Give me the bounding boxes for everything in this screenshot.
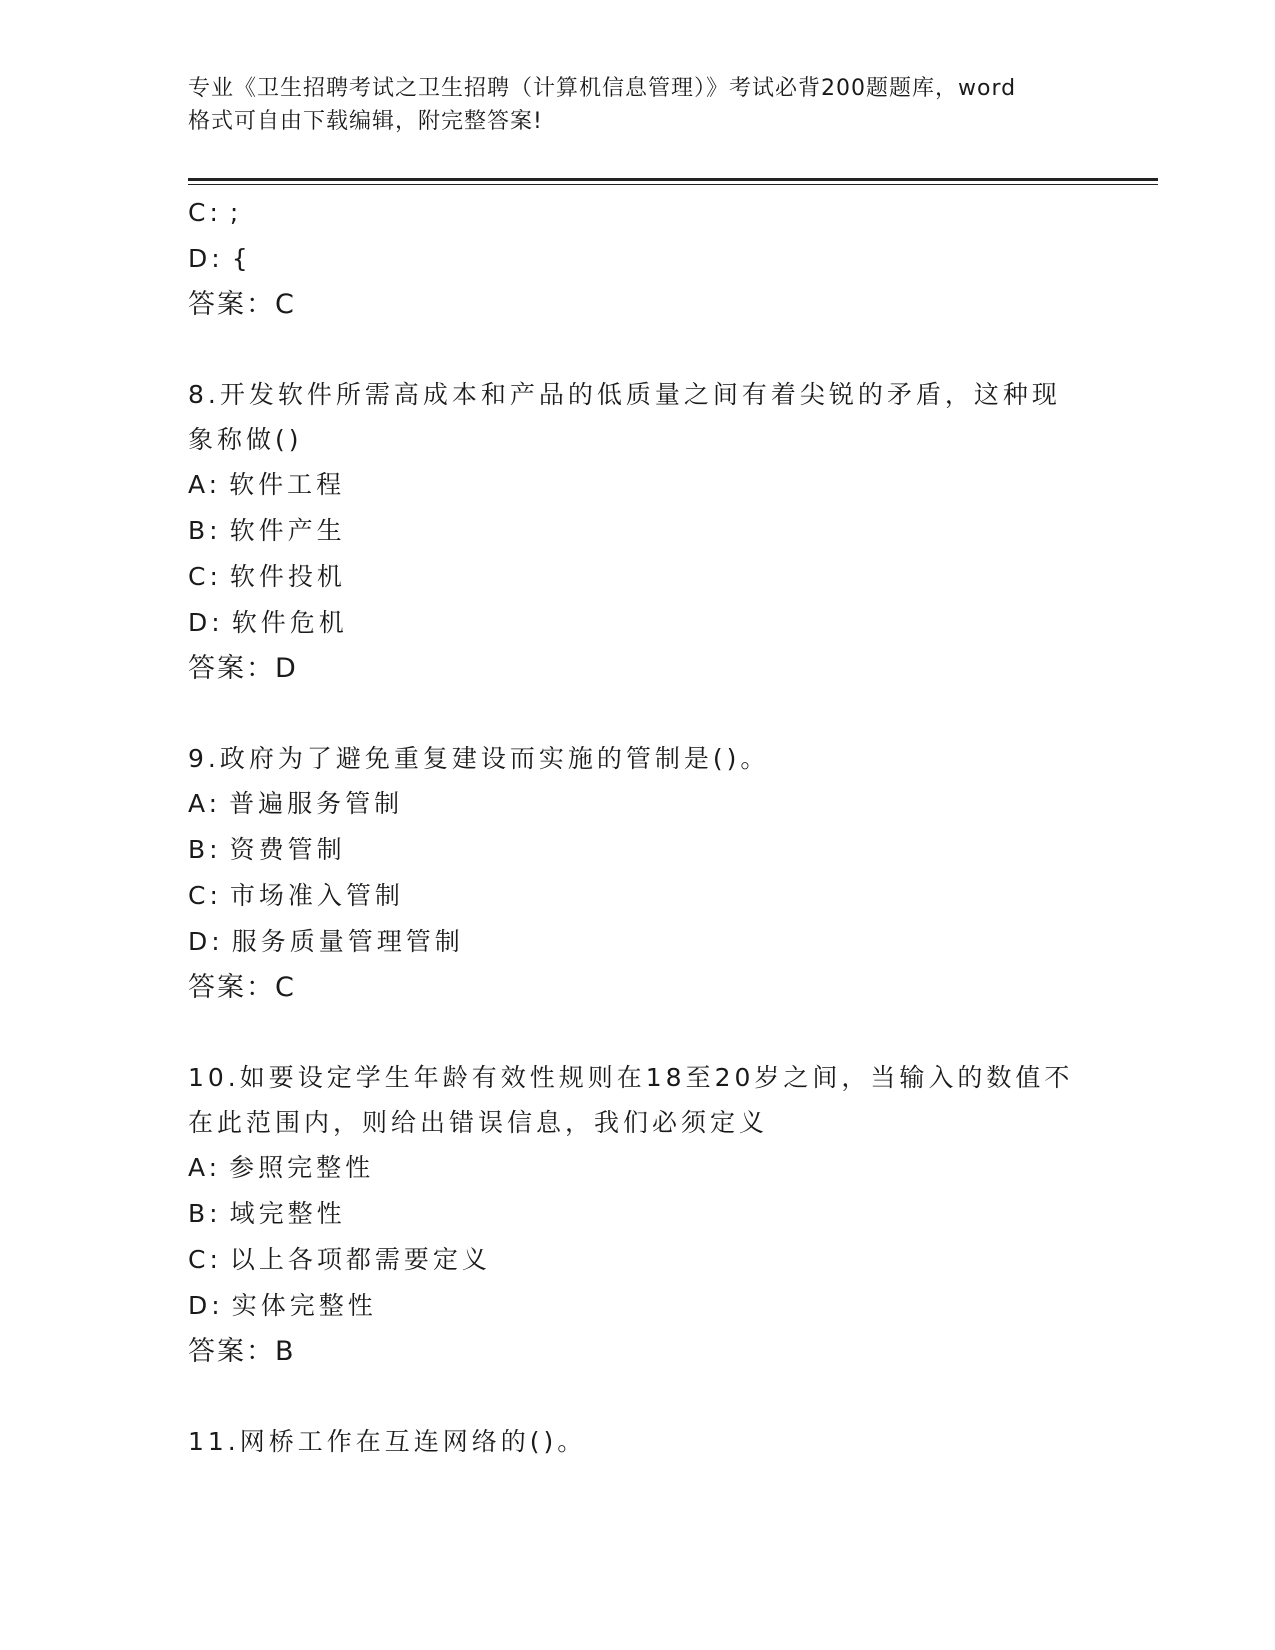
answer-line: 答案：D — [188, 653, 298, 684]
question-8 — [188, 372, 1088, 692]
option-d: D: 服务质量管理管制 — [188, 927, 464, 956]
question-text-line: 8.开发软件所需高成本和产品的低质量之间有着尖锐的矛盾，这种现 — [188, 380, 1061, 409]
header-line-2: 格式可自由下载编辑，附完整答案! — [188, 109, 543, 134]
answer-line: 答案：C — [188, 972, 296, 1003]
option-a: A: 软件工程 — [188, 470, 346, 499]
question-text-line: 9.政府为了避免重复建设而实施的管制是()。 — [188, 744, 770, 773]
header-line-1: 专业《卫生招聘考试之卫生招聘（计算机信息管理）》考试必背200题题库，word — [188, 76, 1017, 101]
question-text-line: 10.如要设定学生年龄有效性规则在18至20岁之间，当输入的数值不 — [188, 1063, 1074, 1092]
question-text-line: 在此范围内，则给出错误信息，我们必须定义 — [188, 1108, 769, 1137]
question-text-line: 11.网桥工作在互连网络的()。 — [188, 1427, 587, 1456]
answer-line: 答案：B — [188, 1336, 296, 1367]
header-rule-thick — [188, 178, 1158, 181]
option-c: C: 以上各项都需要定义 — [188, 1245, 491, 1274]
answer-line: 答案：C — [188, 289, 296, 320]
option-c: C: 市场准入管制 — [188, 881, 404, 910]
option-c: C: 软件投机 — [188, 562, 346, 591]
question-9 — [188, 736, 1088, 1011]
option-a: A: 参照完整性 — [188, 1153, 375, 1182]
question-11 — [188, 1419, 1088, 1464]
option-a: A: 普遍服务管制 — [188, 789, 404, 818]
document-header — [188, 72, 1088, 138]
option-d: D: 软件危机 — [188, 608, 348, 637]
option-c: C: ; — [188, 198, 243, 227]
header-rule-thin — [188, 184, 1158, 185]
prev-question-tail — [188, 190, 1088, 328]
question-text-line: 象称做() — [188, 425, 303, 454]
option-b: B: 域完整性 — [188, 1199, 346, 1228]
option-b: B: 资费管制 — [188, 835, 346, 864]
option-d: D: 实体完整性 — [188, 1291, 377, 1320]
option-b: B: 软件产生 — [188, 516, 346, 545]
question-10 — [188, 1055, 1088, 1375]
question-list — [188, 190, 1088, 1464]
option-d: D: { — [188, 244, 252, 273]
